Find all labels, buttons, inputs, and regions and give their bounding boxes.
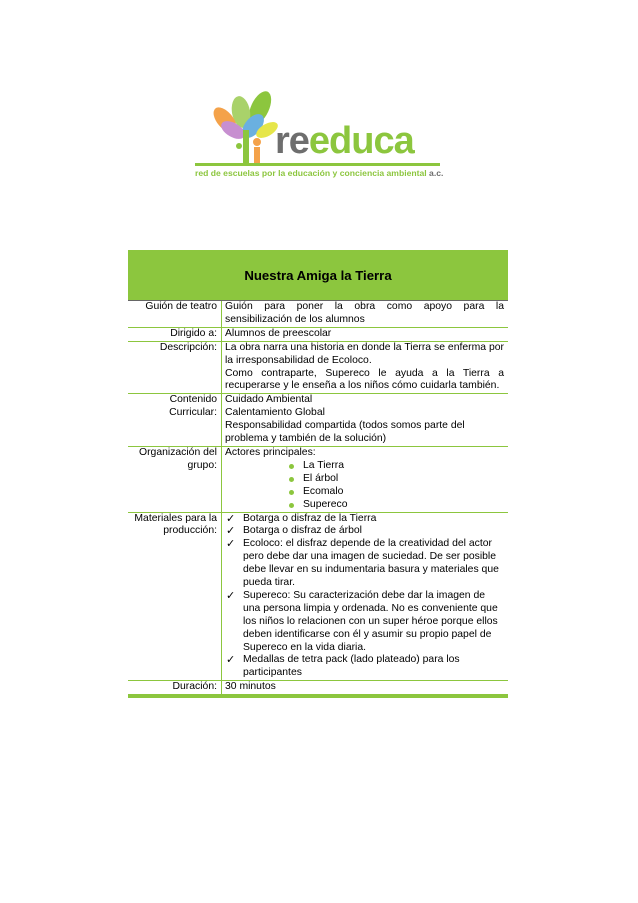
actors-intro: Actores principales: bbox=[225, 446, 316, 458]
row-value: Guión para poner la obra como apoyo para la sensibilización de los alumnos bbox=[225, 301, 504, 325]
row-value bbox=[222, 394, 509, 447]
list-item: El árbol bbox=[225, 473, 504, 486]
row-label: Materiales para la producción: bbox=[128, 512, 222, 681]
sheet-header bbox=[128, 250, 508, 301]
bottom-rule bbox=[128, 694, 508, 698]
reeduca-logo bbox=[195, 90, 455, 185]
content-line: Calentamiento Global bbox=[225, 407, 325, 419]
row-label: Guión de teatro bbox=[128, 301, 222, 327]
list-item: Supereco bbox=[225, 499, 504, 512]
list-item: La Tierra bbox=[225, 460, 504, 473]
content-line: Responsabilidad compartida (todos somos parte del problema y también de la solución) bbox=[225, 420, 465, 445]
row-value bbox=[222, 341, 509, 394]
content-line: Cuidado Ambiental bbox=[225, 394, 313, 406]
list-item: ✓ Botarga o disfraz de la Tierra bbox=[225, 513, 504, 526]
list-item: ✓ Medallas de tetra pack (lado plateado) para los participantes bbox=[225, 654, 504, 680]
row-label: Contenido Curricular: bbox=[128, 394, 222, 447]
row-contenido bbox=[128, 394, 508, 447]
logo-underline bbox=[195, 163, 440, 166]
list-item: Ecomalo bbox=[225, 486, 504, 499]
sheet-title: Nuestra Amiga la Tierra bbox=[244, 268, 392, 283]
row-label: Duración: bbox=[128, 681, 222, 694]
row-label: Dirigido a: bbox=[128, 327, 222, 341]
row-value: Alumnos de preescolar bbox=[225, 327, 332, 339]
activity-sheet bbox=[128, 250, 508, 698]
row-duracion bbox=[128, 681, 508, 694]
row-value bbox=[222, 512, 509, 681]
description-paragraph: Como contraparte, Supereco le ayuda a la Tierra a recuperarse y le enseña a los niños cómo cuidarla también. bbox=[225, 367, 504, 392]
actors-list bbox=[225, 460, 504, 512]
tree-people-icon bbox=[195, 90, 285, 165]
row-value bbox=[222, 446, 509, 512]
row-organizacion bbox=[128, 446, 508, 512]
list-item: ✓ Supereco: Su caracterización debe dar la imagen de una persona limpia y ordenada. No es conveniente que los niños lo relacionen con un super héroe porque ellos deben identificarse con él y asumir su propio papel de Supereco en la vida diaria. bbox=[225, 590, 504, 655]
brand-name: reeduca bbox=[275, 120, 414, 162]
materials-list bbox=[225, 513, 504, 681]
list-item: ✓ Ecoloco: el disfraz depende de la creatividad del actor pero debe dar una imagen de suciedad. De ser posible debe llevar en su indumentaria basura y materiales que pueda tirar. bbox=[225, 538, 504, 590]
list-item: ✓ Botarga o disfraz de árbol bbox=[225, 525, 504, 538]
row-label: Descripción: bbox=[128, 341, 222, 394]
row-descripcion bbox=[128, 341, 508, 394]
description-paragraph: La obra narra una historia en donde la Tierra se enferma por la irresponsabilidad de Ecoloco. bbox=[225, 341, 504, 366]
sheet-table bbox=[128, 301, 508, 694]
row-label: Organización del grupo: bbox=[128, 446, 222, 512]
logo-tagline: red de escuelas por la educación y conciencia ambiental a.c. bbox=[195, 168, 444, 178]
row-guion bbox=[128, 301, 508, 327]
row-value: 30 minutos bbox=[225, 681, 276, 693]
row-materiales bbox=[128, 512, 508, 681]
row-dirigido bbox=[128, 327, 508, 341]
